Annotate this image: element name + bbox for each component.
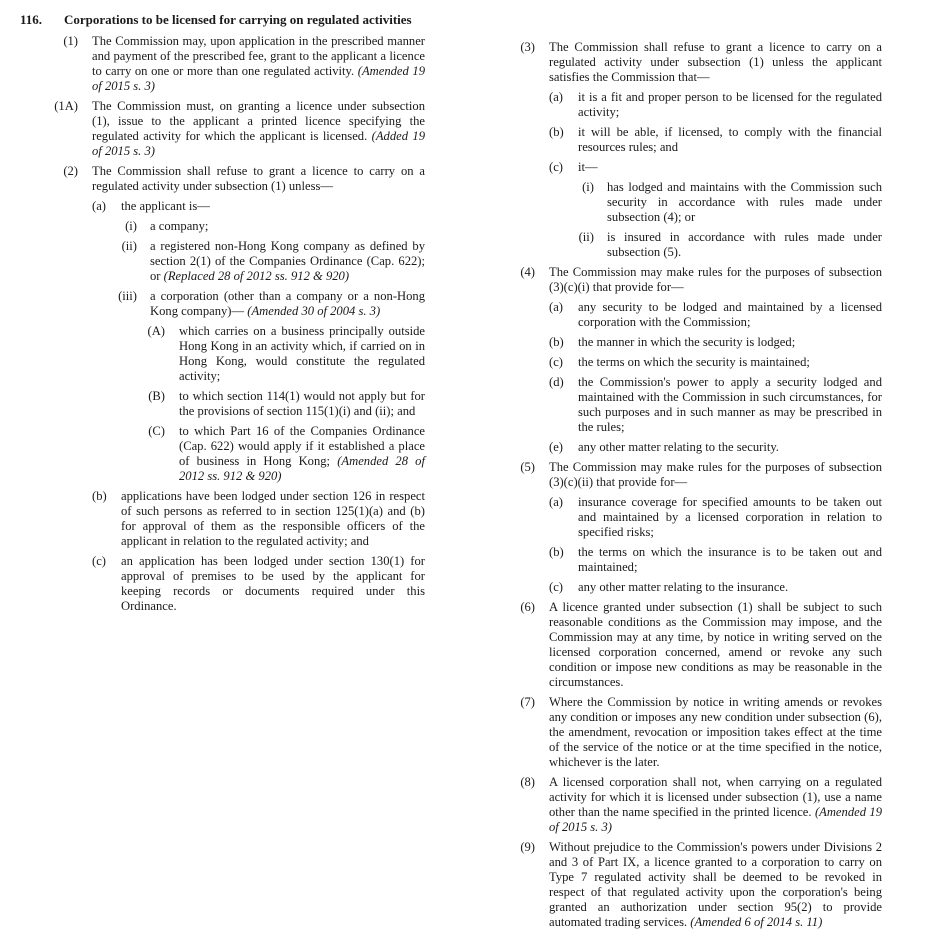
provision-text-block (92, 99, 425, 159)
provision-label: (A) (147, 324, 165, 338)
provision-label: (C) (148, 424, 165, 438)
provision-text-block (549, 265, 882, 295)
provision-label: (9) (520, 840, 535, 854)
provision-item (457, 230, 917, 260)
provision-text-block (121, 489, 425, 549)
provision-label: (3) (520, 40, 535, 54)
amendment-note: (Amended 30 of 2004 s. 3) (247, 304, 381, 318)
provision-text-block (578, 160, 882, 175)
provision-label: (B) (148, 389, 165, 403)
provision-text-block (150, 289, 425, 319)
provision-item (457, 300, 917, 330)
provision-label: (e) (549, 440, 563, 454)
provision-label: (1A) (54, 99, 78, 113)
provision-text-block (121, 199, 425, 214)
provision-item (0, 489, 460, 549)
provision-item (457, 125, 917, 155)
provision-label: (c) (92, 554, 106, 568)
provision-text: it will be able, if licensed, to comply with the financial resources rules; and (578, 125, 882, 154)
provision-text-block (92, 34, 425, 94)
provision-text-block (578, 300, 882, 330)
provision-text: Without prejudice to the Commission's powers under Divisions 2 and 3 of Part IX, a licence granted to a corporation to carry on Type 7 regulated activity shall be deemed to be revoked in respect of that regulated activity upon the corporation's being granted an authorization under section 95(2) to provide automated trading services. (549, 840, 882, 929)
provision-item (457, 600, 917, 690)
provision-label: (b) (549, 335, 564, 349)
provision-item (0, 99, 460, 159)
provision-text-block (179, 389, 425, 419)
provision-item (0, 164, 460, 194)
provision-item (0, 239, 460, 284)
provision-text-block (578, 355, 882, 370)
provision-text: Where the Commission by notice in writing amends or revokes any condition or imposes any new condition under subsection (6), the amendment, revocation or imposition takes effect at the time of the service of the notice or at the time specified in the notice, whichever is the later. (549, 695, 882, 769)
provision-label: (i) (125, 219, 137, 233)
provision-text: a registered non-Hong Kong company as defined by section 2(1) of the Companies Ordinance (Cap. 622); or (150, 239, 425, 283)
provision-text-block (607, 230, 882, 260)
provision-text-block (92, 164, 425, 194)
provision-label: (i) (582, 180, 594, 194)
provision-text-block (549, 40, 882, 85)
provision-item (457, 840, 917, 930)
provision-label: (1) (63, 34, 78, 48)
provision-text: applications have been lodged under section 126 in respect of such persons as referred to in section 125(1)(a) and (b) for approval of them as the responsible officers of the applicant in relation to the regulated activity; and (121, 489, 425, 548)
provision-text: the terms on which the insurance is to be taken out and maintained; (578, 545, 882, 574)
left-column (0, 34, 460, 619)
provision-text: The Commission must, on granting a licence under subsection (1), issue to the applicant a printed licence specifying the regulated activity for which the applicant is licensed. (92, 99, 425, 143)
provision-text: it is a fit and proper person to be licensed for the regulated activity; (578, 90, 882, 119)
provision-item (457, 440, 917, 455)
provision-text: The Commission shall refuse to grant a licence to carry on a regulated activity under subsection (1) unless the applicant satisfies the Commission that— (549, 40, 882, 84)
provision-item (457, 335, 917, 350)
provision-text: the Commission's power to apply a security lodged and maintained with the Commission in such circumstances, for such purposes and in such manner as may be prescribed in the rules; (578, 375, 882, 434)
provision-label: (ii) (578, 230, 594, 244)
provision-item (0, 34, 460, 94)
provision-item (457, 545, 917, 575)
provision-item (457, 460, 917, 490)
provision-text-block (578, 495, 882, 540)
provision-text-block (578, 545, 882, 575)
provision-item (0, 199, 460, 214)
provision-text: A licensed corporation shall not, when carrying on a regulated activity for which it is licensed under subsection (1), use a name other than the name specified in the printed licence. (549, 775, 882, 819)
provision-label: (c) (549, 580, 563, 594)
provision-text: which carries on a business principally outside Hong Kong in an activity which, if carried on in Hong Kong, would constitute the regulated activity; (179, 324, 425, 383)
provision-label: (a) (549, 495, 563, 509)
section-title: Corporations to be licensed for carrying on regulated activities (64, 12, 412, 27)
provision-item (0, 324, 460, 384)
provision-label: (a) (92, 199, 106, 213)
provision-item (0, 554, 460, 614)
provision-label: (ii) (121, 239, 137, 253)
provision-label: (4) (520, 265, 535, 279)
provision-label: (b) (549, 545, 564, 559)
provision-text-block (578, 90, 882, 120)
provision-text-block (578, 440, 882, 455)
provision-label: (b) (549, 125, 564, 139)
provision-item (457, 90, 917, 120)
section-number: 116. (20, 12, 43, 27)
provision-text-block (150, 239, 425, 284)
provision-text-block (549, 840, 882, 930)
amendment-note: (Amended 19 of 2015 s. 3) (549, 805, 882, 834)
provision-item (457, 375, 917, 435)
provision-item (457, 495, 917, 540)
provision-text-block (578, 125, 882, 155)
provision-text: The Commission may make rules for the purposes of subsection (3)(c)(i) that provide for— (549, 265, 882, 294)
provision-text: has lodged and maintains with the Commission such security in accordance with rules made under subsection (4); or (607, 180, 882, 224)
provision-item (0, 289, 460, 319)
amendment-note: (Added 19 of 2015 s. 3) (92, 129, 425, 158)
provision-label: (2) (63, 164, 78, 178)
provision-item (0, 389, 460, 419)
provision-text-block (578, 335, 882, 350)
provision-text-block (150, 219, 425, 234)
provision-label: (b) (92, 489, 107, 503)
provision-label: (5) (520, 460, 535, 474)
amendment-note: (Amended 19 of 2015 s. 3) (92, 64, 426, 93)
provision-text: A licence granted under subsection (1) shall be subject to such reasonable conditions as the Commission may impose, and the Commission may at any time, by notice in writing served on the licensed corporation concerned, amend or revoke any such condition or impose new conditions as may be reasonable in the circumstances. (549, 600, 882, 689)
provision-text: the applicant is— (121, 199, 210, 213)
provision-label: (d) (549, 375, 564, 389)
provision-label: (a) (549, 300, 563, 314)
provision-item (457, 695, 917, 770)
provision-text: the terms on which the security is maintained; (578, 355, 810, 369)
provision-label: (c) (549, 355, 563, 369)
provision-text: it— (578, 160, 598, 174)
provision-text-block (549, 460, 882, 490)
provision-item (0, 424, 460, 484)
provision-text: The Commission may, upon application in the prescribed manner and payment of the prescribed fee, grant to the applicant a licence to carry on one or more than one regulated activity. (92, 34, 425, 78)
provision-item (0, 219, 460, 234)
provision-text: the manner in which the security is lodged; (578, 335, 796, 349)
provision-item (457, 580, 917, 595)
provision-item (457, 160, 917, 175)
provision-label: (c) (549, 160, 563, 174)
provision-text-block (549, 695, 882, 770)
amendment-note: (Replaced 28 of 2012 ss. 912 & 920) (163, 269, 350, 283)
provision-label: (7) (520, 695, 535, 709)
provision-label: (iii) (118, 289, 137, 303)
provision-label: (a) (549, 90, 563, 104)
provision-text: a corporation (other than a company or a non-Hong Kong company)— (150, 289, 425, 318)
provision-label: (8) (520, 775, 535, 789)
provision-text: The Commission shall refuse to grant a licence to carry on a regulated activity under subsection (1) unless— (92, 164, 425, 193)
provision-text: any security to be lodged and maintained by a licensed corporation with the Commission; (578, 300, 882, 329)
provision-item (457, 40, 917, 85)
provision-text-block (549, 775, 882, 835)
provision-text: The Commission may make rules for the purposes of subsection (3)(c)(ii) that provide for— (549, 460, 882, 489)
provision-item (457, 775, 917, 835)
provision-text-block (549, 600, 882, 690)
provision-text-block (121, 554, 425, 614)
right-column (457, 40, 917, 935)
provision-text: an application has been lodged under section 130(1) for approval of premises to be used by the applicant for keeping records or documents required under this Ordinance. (121, 554, 425, 613)
provision-label: (6) (520, 600, 535, 614)
provision-text-block (578, 580, 882, 595)
amendment-note: (Amended 28 of 2012 ss. 912 & 920) (179, 454, 425, 483)
provision-text: any other matter relating to the security. (578, 440, 779, 454)
provision-text: to which Part 16 of the Companies Ordinance (Cap. 622) would apply if it established a place of business in Hong Kong; (179, 424, 425, 468)
provision-text-block (607, 180, 882, 225)
provision-text-block (179, 424, 425, 484)
provision-item (457, 355, 917, 370)
amendment-note: (Amended 6 of 2014 s. 11) (690, 915, 823, 929)
provision-text: a company; (150, 219, 209, 233)
provision-text: insurance coverage for specified amounts to be taken out and maintained by a licensed corporation in relation to specified risks; (578, 495, 882, 539)
provision-text-block (179, 324, 425, 384)
provision-text: is insured in accordance with rules made under subsection (5). (607, 230, 882, 259)
provision-text: to which section 114(1) would not apply but for the provisions of section 115(1)(i) and (ii); and (179, 389, 425, 418)
provision-item (457, 180, 917, 225)
provision-text-block (578, 375, 882, 435)
provision-item (457, 265, 917, 295)
provision-text: any other matter relating to the insurance. (578, 580, 789, 594)
